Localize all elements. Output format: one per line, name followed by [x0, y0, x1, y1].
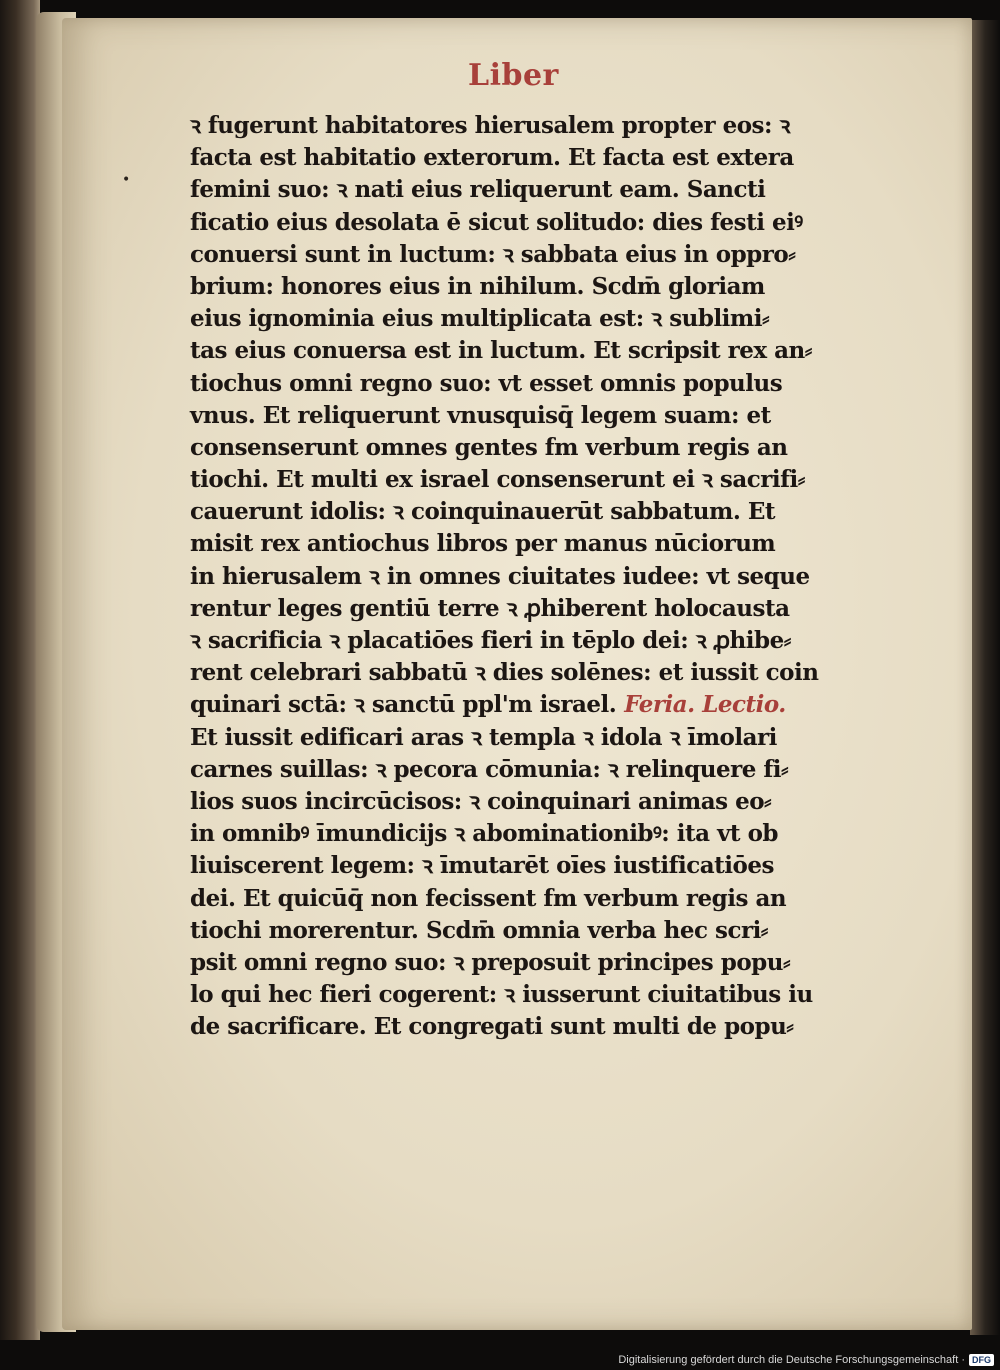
running-head: Liber	[468, 58, 559, 93]
text-line: tiochus omni regno suo: vt esset omnis populus	[190, 369, 783, 397]
margin-mark: •	[122, 172, 131, 188]
text-line: in omnibꝰ īmundicijs ꝛ abominationibꝰ: ita vt ob	[190, 820, 778, 848]
text-line: eius ignominia eius multiplicata est: ꝛ sublimi⸗	[190, 305, 770, 333]
text-line-with-rubric	[190, 689, 910, 721]
text-line: femini suo: ꝛ nati eius reliquerunt eam. Sancti	[190, 176, 766, 204]
text-line: dei. Et quicūq̄ non fecissent fm verbum regis an	[190, 884, 787, 912]
text-line: cauerunt idolis: ꝛ coinquinauerūt sabbatum. Et	[190, 498, 776, 526]
text-line: in hierusalem ꝛ in omnes ciuitates iudee: vt seque	[190, 562, 810, 590]
text-line: tas eius conuersa est in luctum. Et scripsit rex an⸗	[190, 337, 812, 365]
text-line: rentur leges gentiū terre ꝛ ꝓhiberent holocausta	[190, 594, 790, 622]
text-line: carnes suillas: ꝛ pecora cōmunia: ꝛ relinquere fi⸗	[190, 755, 789, 783]
rubric: Feria. Lectio.	[624, 691, 786, 719]
text-line: rent celebrari sabbatū ꝛ dies solēnes: et iussit coin	[190, 659, 819, 687]
text-line: de sacrificare. Et congregati sunt multi de popu⸗	[190, 1013, 794, 1041]
text-line: liuiscerent legem: ꝛ īmutarēt oīes iustificatiōes	[190, 852, 774, 880]
text-line: lios suos incircūcisos: ꝛ coinquinari animas eo⸗	[190, 787, 772, 815]
text-line: conuersi sunt in luctum: ꝛ sabbata eius in oppro⸗	[190, 240, 796, 268]
text-line: misit rex antiochus libros per manus nūciorum	[190, 530, 776, 558]
text-segment: quinari sctā: ꝛ sanctū ppl'm israel.	[190, 691, 617, 719]
credit-text: Digitalisierung gefördert durch die Deutsche Forschungsgemeinschaft ·	[618, 1354, 965, 1366]
text-line: Et iussit edificari aras ꝛ templa ꝛ idola ꝛ īmolari	[190, 723, 777, 751]
digitization-credit	[618, 1354, 994, 1366]
text-line: vnus. Et reliquerunt vnusquisq̄ legem suam: et	[190, 401, 771, 429]
text-line: consenserunt omnes gentes fm verbum regis an	[190, 433, 788, 461]
text-line: tiochi. Et multi ex israel consenserunt ei ꝛ sacrifi⸗	[190, 466, 805, 494]
dfg-logo: DFG	[969, 1354, 994, 1366]
text-line: ficatio eius desolata ē sicut solitudo: dies festi eiꝰ	[190, 208, 803, 236]
book-right-edge	[970, 20, 1000, 1335]
text-line: psit omni regno suo: ꝛ preposuit principes popu⸗	[190, 948, 791, 976]
text-line: tiochi morerentur. Scdm̄ omnia verba hec scri⸗	[190, 916, 768, 944]
text-column	[190, 110, 910, 1043]
text-line: brium: honores eius in nihilum. Scdm̄ gloriam	[190, 272, 765, 300]
text-line: lo qui hec fieri cogerent: ꝛ iusserunt ciuitatibus iu	[190, 981, 813, 1009]
book-spine	[0, 0, 40, 1340]
text-line: facta est habitatio exterorum. Et facta est extera	[190, 144, 794, 172]
text-line: ꝛ fugerunt habitatores hierusalem propter eos: ꝛ	[190, 112, 790, 139]
text-line: ꝛ sacrificia ꝛ placatiōes fieri in tēplo dei: ꝛ ꝓhibe⸗	[190, 627, 791, 654]
